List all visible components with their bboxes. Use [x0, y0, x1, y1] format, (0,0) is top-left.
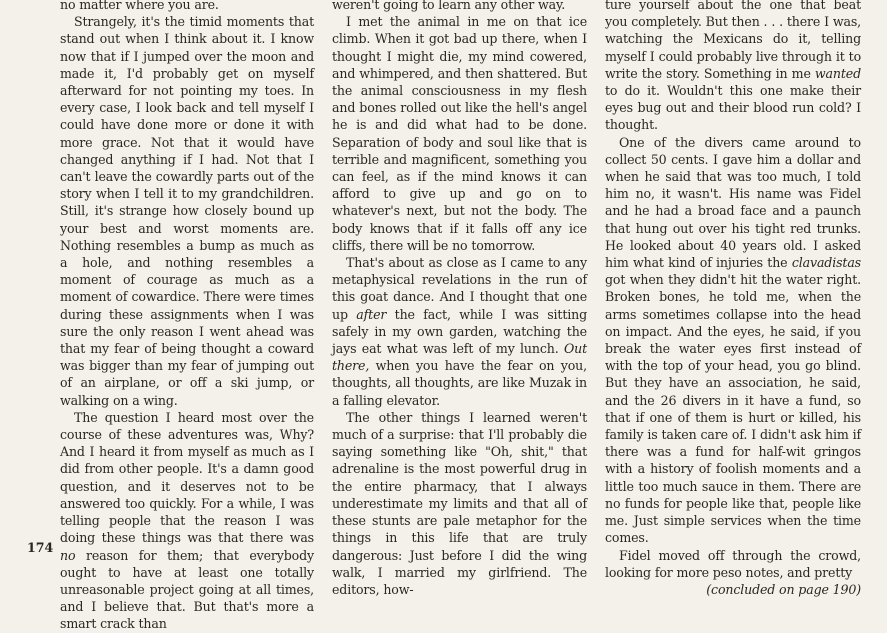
paragraph: no matter where you are. [60, 0, 219, 12]
paragraph: One of the divers came around to collect 50 cents. I gave him a dollar and when he said that was too much, I told him no, it wasn't. His name was Fidel and he had a broad face and a paunch that hung out over his tight red trunks. He looked about 40 years old. I asked him what kind of injuries the clavadistas got when they didn't hit the water right. Broken bones, he told me, when the arms sometimes collapse into the head on impact. And the eyes, he said, if you break the water eyes first instead of with the top of your head, you go blind. But they have an association, he said, and the 26 divers in it have a fund, so that if one of them is hurt or killed, his family is taken care of. I didn't ask him if there was a fund for half-wit gringos with a history of foolish moments and a little too much sauce in them. There are no funds for people like that, people like me. Just simple services when the time comes. [605, 134, 861, 546]
paragraph: weren't going to learn any other way. [332, 0, 566, 12]
paragraph: The other things I learned weren't much of a surprise: that I'll probably die saying something like "Oh, shit," that adrenaline is the most powerful drug in the entire pharmacy, that I always underestimate my limits and that all of these stunts are pale metaphor for the things in this life that are truly dangerous: Just before I did the wing walk, I married my girlfriend. The editors, how- [332, 409, 587, 597]
paragraph: Strangely, it's the timid moments that stand out when I think about it. I know now that if I jumped over the moon and made it, I'd probably get on myself afterward for not pointing my toes. In every case, I look back and tell myself I could have done more or done it with more grace. Not that it would have changed anything if I had. Not that I can't leave the cowardly parts out of the story when I tell it to my grandchildren. Still, it's strange how closely bound up your best and worst moments are. Nothing resembles a bump as much as a hole, and nothing resembles a moment of courage as much as a moment of cowardice. There were times during these assignments when I was sure the only reason I went ahead was that my fear of being thought a coward was bigger than my fear of jumping out of an airplane, or off a ski jump, or walking on a wing. [60, 14, 314, 408]
column-2 [332, 0, 587, 598]
continuation-note: (concluded on page 190) [706, 581, 861, 597]
paragraph: I met the animal in me on that ice climb. When it got bad up there, when I thought I might die, my mind cowered, and whimpered, and then shattered. But the animal consciousness in my flesh and bones rolled out like the hell's angel he is and did what had to be done. Separation of body and soul like that is terrible and magnificent, something you can feel, as if the mind knows it can afford to give up and go on to whatever's next, but not the body. The body knows that if it falls off any ice cliffs, there will be no tomorrow. [332, 14, 587, 253]
column-3 [605, 0, 861, 598]
paragraph: That's about as close as I came to any metaphysical revelations in the run of this goat dance. And I thought that one up after the fact, while I was sitting safely in my own garden, watching the jays eat what was left of my lunch. Out there, when you have the fear on you, thoughts, all thoughts, are like Muzak in a falling elevator. [332, 255, 587, 408]
column-1 [60, 0, 314, 633]
paragraph: Fidel moved off through the crowd, looking for more peso notes, and pretty [605, 547, 861, 580]
paragraph: The question I heard most over the course of these adventures was, Why? And I heard it from myself as much as I did from other people. It's a damn good question, and it deserves not to be answered too quickly. For a while, I was telling people that the reason I was doing these things was that there was no reason for them; that everybody ought to have at least one totally unreasonable project going at all times, and I believe that. But that's more a smart crack than [60, 409, 314, 632]
paragraph: ture yourself about the one that beat you completely. But then . . . there I was, watching the Mexicans do it, telling myself I could probably live through it to write the story. Something in me wanted to do it. Wouldn't this one make their eyes bug out and their blood run cold? I thought. [605, 0, 861, 133]
page-number: 174 [27, 540, 54, 555]
